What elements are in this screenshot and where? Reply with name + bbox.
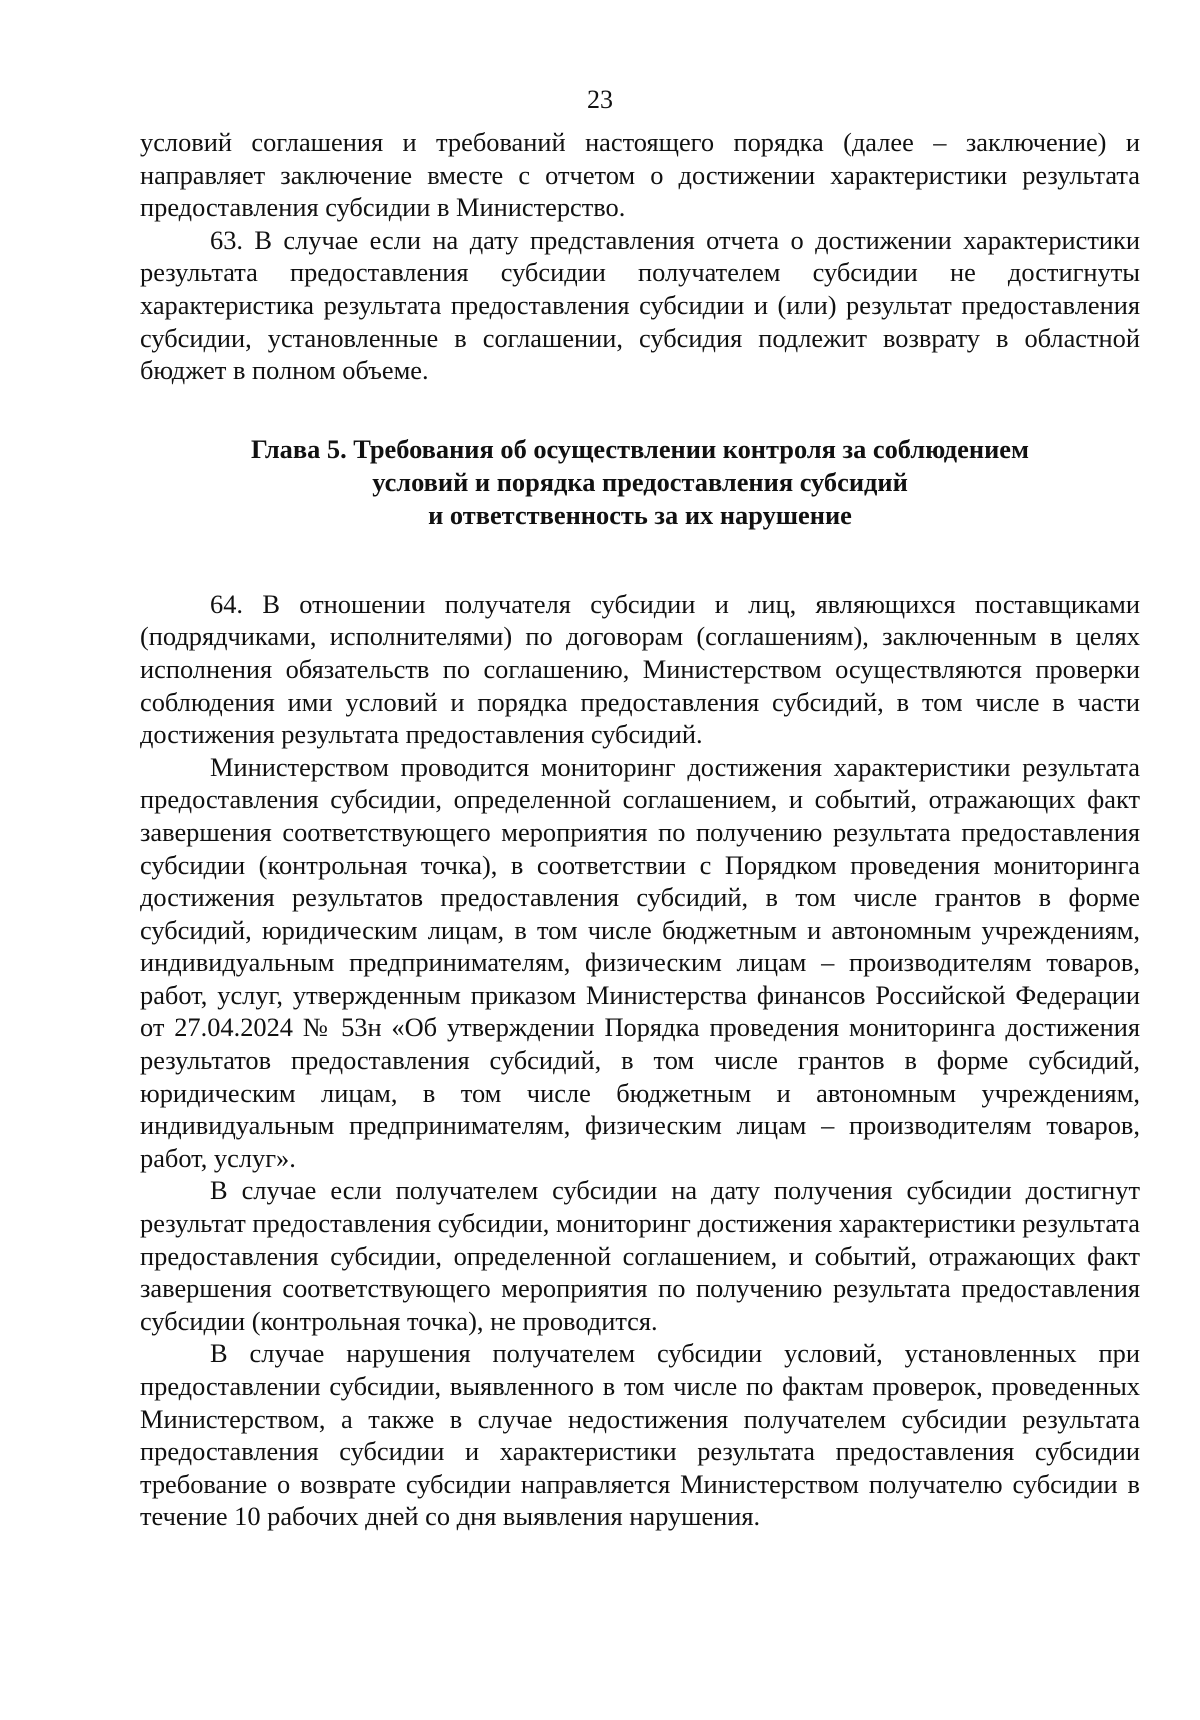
chapter-heading xyxy=(140,433,1140,532)
paragraph-monitoring: Министерством проводится мониторинг достижения характеристики результата предоставления субсидии, определенной соглашением, и событий, отражающих факт завершения соответствующего мероприятия по получению результата предоставления субсидии (контрольная точка), в соответствии с Порядком проведения мониторинга достижения результатов предоставления субсидий, в том числе грантов в форме субсидий, юридическим лицам, в том числе бюджетным и автономным учреждениям, индивидуальным предпринимателям, физическим лицам – производителям товаров, работ, услуг, утвержденным приказом Министерства финансов Российской Федерации от 27.04.2024 № 53н «Об утверждении Порядка проведения мониторинга достижения результатов предоставления субсидий, в том числе грантов в форме субсидий, юридическим лицам, в том числе бюджетным и автономным учреждениям, индивидуальным предпринимателям, физическим лицам – производителям товаров, работ, услуг». xyxy=(140,751,1140,1173)
page-number: 23 xyxy=(587,85,613,114)
chapter-heading-line-3: и ответственность за их нарушение xyxy=(428,499,852,530)
chapter-heading-line-1: Глава 5. Требования об осуществлении контроля за соблюдением xyxy=(251,433,1029,464)
document-body xyxy=(140,126,1140,1533)
paragraph-no-monitoring: В случае если получателем субсидии на дату получения субсидии достигнут результат предоставления субсидии, мониторинг достижения характеристики результата предоставления субсидии, определенной соглашением, и событий, отражающих факт завершения соответствующего мероприятия по получению результата предоставления субсидии (контрольная точка), не проводится. xyxy=(140,1175,1140,1336)
chapter-heading-line-2: условий и порядка предоставления субсидий xyxy=(372,466,908,497)
paragraph-continuation: условий соглашения и требований настоящего порядка (далее – заключение) и направляет заключение вместе с отчетом о достижении характеристики результата предоставления субсидии в Министерство. xyxy=(140,127,1140,223)
paragraph-violation: В случае нарушения получателем субсидии условий, установленных при предоставлении субсидии, выявленного в том числе по фактам проверок, проведенных Министерством, а также в случае недостижения получателем субсидии результата предоставления субсидии и характеристики результата предоставления субсидии требование о возврате субсидии направляется Министерством получателю субсидии в течение 10 рабочих дней со дня выявления нарушения. xyxy=(140,1338,1140,1532)
paragraph-64: 64. В отношении получателя субсидии и лиц, являющихся поставщиками (подрядчиками, исполнителями) по договорам (соглашениям), заключенным в целях исполнения обязательств по соглашению, Министерством осуществляются проверки соблюдения ими условий и порядка предоставления субсидий, в том числе в части достижения результата предоставления субсидий. xyxy=(140,588,1140,750)
paragraph-63: 63. В случае если на дату представления отчета о достижении характеристики результата предоставления субсидии получателем субсидии не достигнуты характеристика результата предоставления субсидии и (или) результат предоставления субсидии, установленные в соглашении, субсидия подлежит возврату в областной бюджет в полном объеме. xyxy=(140,224,1140,386)
